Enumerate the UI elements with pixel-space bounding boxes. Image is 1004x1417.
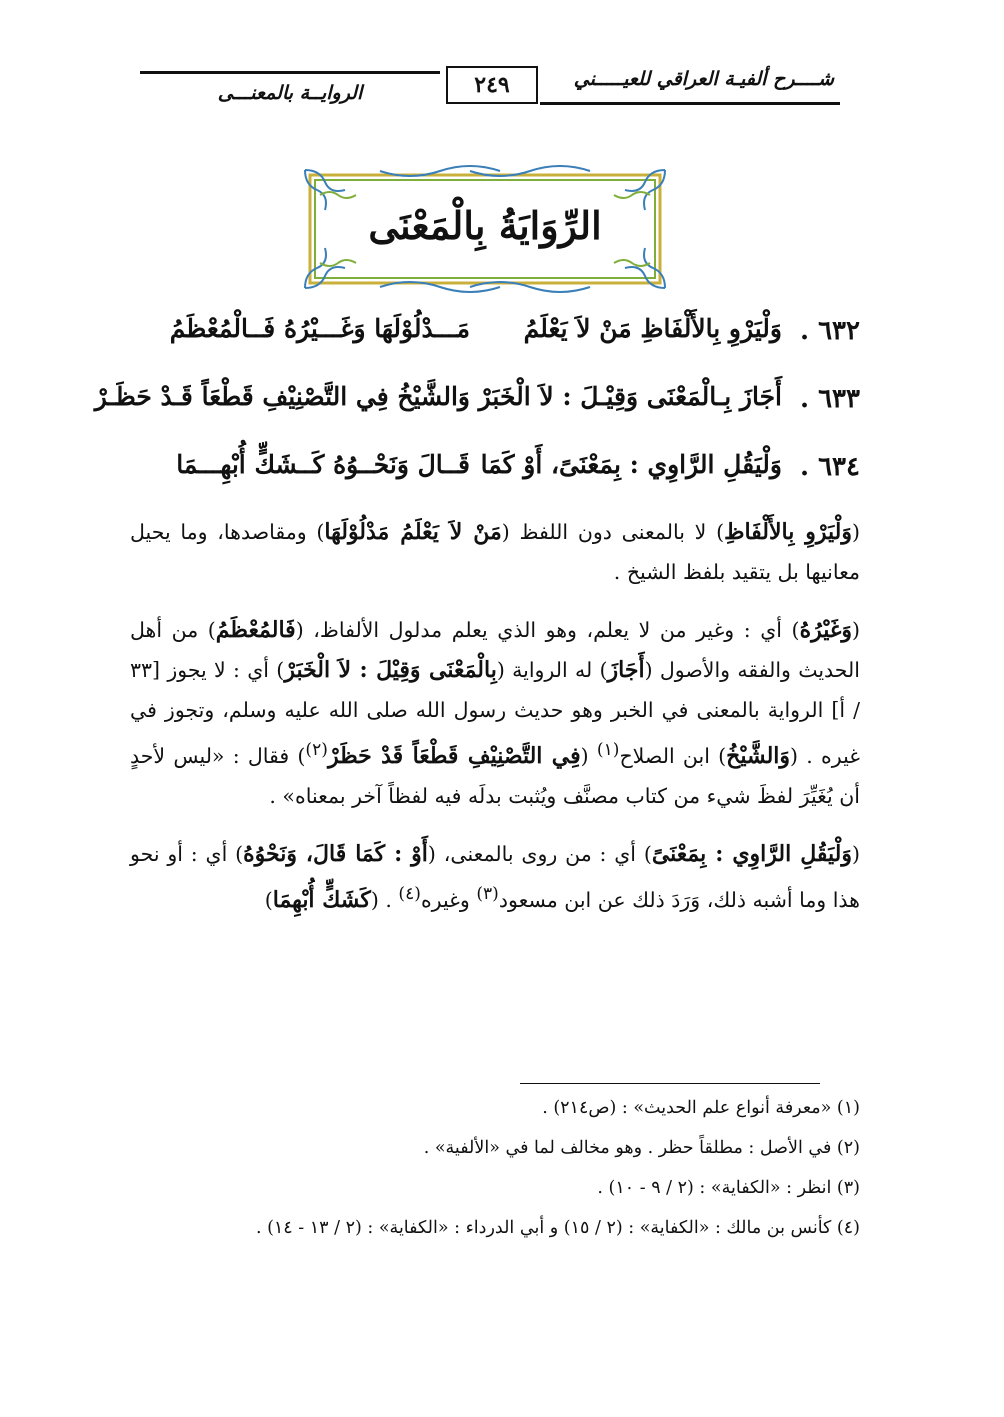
section-title: الرِّوَايَةُ بِالْمَعْنَى [368, 203, 602, 248]
commentary-paragraph: (وَلْيَرْوِ بِالأَلْفَاظِ) لا بالمعنى دون اللفظ (مَنْ لاَ يَعْلَمُ مَدْلُوْلَهَا) ومقاصدها، وما يحيل معانيها بل يتقيد بلفظ الشيخ . [130, 519, 860, 584]
verse-second-hemistich: وَالشَّيْخُ فِي التَّصْنِيْفِ قَطْعَاً قَـدْ حَظَـرْ [94, 382, 470, 411]
page-header [140, 62, 840, 112]
verse-first-hemistich: وَلْيَرْوِ بِالأَلْفَاظِ مَنْ لاَ يَعْلَمُ [523, 314, 782, 343]
verse-first-hemistich: أَجَازَ بِـالْمَعْنَى وَقِيْـلَ : لاَ الْخَبَرْ [478, 382, 782, 411]
verse-row [130, 300, 860, 368]
verse-list [94, 300, 860, 504]
commentary [130, 512, 860, 938]
footnote: (١) «معرفة أنواع علم الحديث» : (ص٢١٤) . [542, 1098, 860, 1118]
book-title: شــــرح ألفيـة العراقي للعيـــــني [573, 68, 834, 90]
verse-row [130, 436, 860, 504]
verse-number: ٦٣٣ . [799, 384, 860, 414]
footnotes [130, 1096, 860, 1256]
footnote: (٢) في الأصل : مطلقاً حظر . وهو مخالف لما في «الألفية» . [423, 1138, 860, 1158]
header-rule-left [140, 71, 440, 74]
chapter-title: الروايــة بالمعنـــى [217, 82, 363, 104]
commentary-paragraph: (وَغَيْرُهُ) أي : وغير من لا يعلم، وهو الذي يعلم مدلول الألفاظ، (فَالمُعْظَمُ) من أهل الحديث والفقه والأصول (أَجَازَ) له الرواية (بِالْمَعْنَى وَقِيْلَ : لاَ الْخَبَرْ) أي : لا يجوز [٣٣ / أ] الرواية بالمعنى في الخبر وهو حديث رسول الله صلى الله عليه وسلم، وتجوز في غيره . (وَالشَّيْخُ) ابن الصلاح$^{(١)}$ (فِي التَّصْنِيْفِ قَطْعَاً قَدْ حَظَرْ$^{(٢)}$) فقال : «ليس لأحدٍ أن يُغَيِّرَ لفظَ شيء من كتاب مصنَّف ويُثبت بدلَه فيه لفظاً آخر بمعناه» . [130, 617, 861, 808]
verse-first-hemistich: وَلْيَقُلِ الرَّاوِي : بِمَعْنَىً، أَوْ كَمَا [480, 450, 782, 479]
footnote: (٣) انظر : «الكفاية» : (٢ / ٩ - ١٠) . [597, 1178, 860, 1198]
verse-number: ٦٣٢ . [799, 316, 860, 346]
footnote: (٤) كأنس بن مالك : «الكفاية» : (٢ / ١٥) و أبي الدرداء : «الكفاية» : (٢ / ١٣ - ١٤) . [255, 1218, 860, 1238]
verse-row [94, 368, 860, 436]
verse-second-hemistich: مَـــدْلُوْلَهَا وَغَـــيْرُهُ فَــالْمُعْظَمُ [169, 314, 470, 343]
page-number: ٢٤٩ [446, 66, 538, 104]
section-title-frame [300, 165, 670, 293]
verse-second-hemistich: قَــالَ وَنَحْــوُهُ كَــشَكٍّ أُبْهِـــمَا [176, 450, 470, 479]
footnote-separator [520, 1083, 820, 1084]
verse-number: ٦٣٤ . [799, 452, 860, 482]
commentary-paragraph: (وَلْيَقُلِ الرَّاوِي : بِمَعْنَىً) أي : من روى بالمعنى، (أَوْ : كَمَا قَالَ، وَنَحْوُهُ) أي : أو نحو هذا وما أشبه ذلك، وَرَدَ ذلك عن ابن مسعود$^{(٣)}$ وغيره$^{(٤)}$ . (كَشَكٍّ أُبْهِمَا) [130, 840, 860, 913]
header-rule-right [540, 102, 840, 105]
